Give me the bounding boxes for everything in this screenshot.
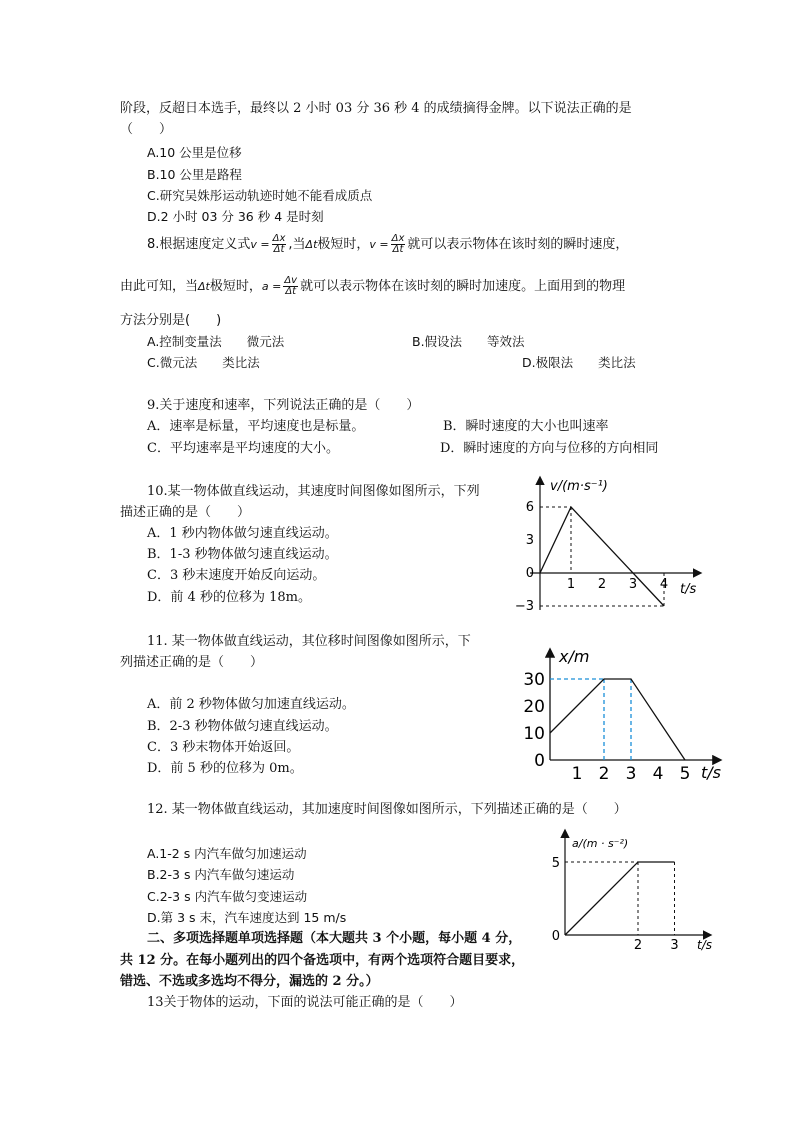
q10-option-a: A．1 秒内物体做匀速直线运动。 [147,526,338,541]
q9-option-b: B．瞬时速度的大小也叫速率 [443,419,609,434]
q12-option-b: B.2-3 s 内汽车做匀速运动 [147,867,295,882]
q8-dt-inline: Δt [305,238,318,251]
q8-text-3: 极短时， [317,237,370,252]
q12-acceleration-line [565,862,675,935]
q8-line-2 [120,270,625,304]
q8-fraction-a [283,276,298,297]
intro-option-b: B.10 公里是路程 [147,167,242,182]
q11-position-chart [515,640,730,790]
q10-option-d: D．前 4 秒的位移为 18m。 [147,590,311,605]
q8-a-label: a = [261,280,282,293]
q10-option-c: C．3 秒末速度开始反向运动。 [147,568,326,583]
q10-ytick: 6 [525,500,534,515]
q8-dv: Δv [284,275,298,286]
q11-option-a: A．前 2 秒物体做匀加速直线运动。 [147,697,355,712]
q11-option-c: C．3 秒末物体开始返回。 [147,740,300,755]
q11-xtick: 3 [625,764,637,784]
q11-ytick: 0 [534,751,545,771]
q11-x-label: t/s [701,763,721,782]
intro-option-d: D.2 小时 03 分 36 秒 4 是时刻 [147,209,324,224]
q10-xtick: 3 [628,577,638,592]
q12-ytick: 0 [551,929,560,944]
q10-xtick: 1 [566,577,576,592]
intro-option-c: C.研究吴姝彤运动轨迹时她不能看成质点 [147,188,373,203]
q8-option-c: C.微元法 类比法 [147,355,260,370]
q12-xtick: 3 [670,938,679,953]
q10-velocity-chart [510,470,710,620]
q8-l2-c: 极短时， [209,279,262,294]
q11-ytick: 30 [523,670,545,690]
q10-xtick: 2 [597,577,607,592]
q8-line-1 [147,228,628,262]
q12-option-a: A.1-2 s 内汽车做匀加速运动 [147,846,307,861]
intro-option-a: A.10 公里是位移 [147,145,242,160]
section2-line-3: 错选、不选或多选均不得分，漏选的 2 分。） [120,974,379,989]
q10-stem-1: 10.某一物体做直线运动，其速度时间图像如图所示，下列 [147,484,480,499]
q11-xtick: 5 [679,764,691,784]
q10-x-label: t/s [680,582,697,597]
q11-stem-1: 11. 某一物体做直线运动，其位移时间图像如图所示，下 [147,634,471,649]
q8-v-label: v = [250,238,270,251]
q11-ytick: 10 [523,724,545,744]
q8-text-1: 8.根据速度定义式 [147,237,251,252]
q8-dx-2: Δx [391,233,405,244]
q12-y-label: a/(m · s⁻²) [572,837,629,850]
q8-l2-d: 就可以表示物体在该时刻的瞬时加速度。上面用到的物理 [300,279,626,294]
q8-dt: Δt [273,244,285,255]
q10-ytick: 0 [525,566,534,581]
q8-dt-2: Δt [392,244,404,255]
q11-y-label: x/m [559,647,590,666]
q10-option-b: B．1-3 秒物体做匀速直线运动。 [147,547,338,562]
q10-y-label: v/(m·s⁻¹) [550,479,608,494]
q13-stem: 13关于物体的运动，下面的说法可能正确的是（ ） [147,995,463,1010]
q10-stem-2: 描述正确的是（ ） [120,505,251,520]
q9-option-c: C．平均速率是平均速度的大小。 [147,441,339,456]
q11-option-d: D．前 5 秒的位移为 0m。 [147,761,303,776]
q8-option-d: D.极限法 类比法 [522,355,636,370]
q11-xtick: 2 [598,764,610,784]
q8-fraction-v [272,234,287,255]
q10-ytick: −3 [514,599,534,614]
intro-line-1: 阶段，反超日本选手，最终以 2 小时 03 分 36 秒 4 的成绩摘得金牌。以下说法正确的是 [120,101,632,116]
q8-text-4: 就可以表示物体在该时刻的瞬时速度， [407,237,629,252]
intro-line-2: （ ） [120,122,173,137]
q12-acceleration-chart [540,825,720,955]
q8-fraction-v-2 [391,234,406,255]
q9-option-a: A．速率是标量，平均速度也是标量。 [147,419,365,434]
q8-l2-dt: Δt [198,280,210,293]
q8-option-a: A.控制变量法 微元法 [147,334,285,349]
section2-line-2: 共 12 分。在每小题列出的四个备选项中，有两个选项符合题目要求， [120,953,525,968]
q12-x-label: t/s [697,938,712,952]
q8-dt-3: Δt [285,286,297,297]
q8-dx: Δx [272,233,286,244]
q12-ytick: 5 [551,856,560,871]
q9-option-d: D．瞬时速度的方向与位移的方向相同 [440,441,659,456]
q10-xtick: 4 [659,577,669,592]
q10-ytick: 3 [525,533,534,548]
q12-option-c: C.2-3 s 内汽车做匀变速运动 [147,889,308,904]
q8-l2-a: 由此可知，当 [120,279,199,294]
q11-ytick: 20 [523,697,545,717]
q8-line-3: 方法分别是( ) [120,313,222,328]
q8-option-b: B.假设法 等效法 [412,334,525,349]
q11-xtick: 4 [652,764,664,784]
section2-line-1: 二、多项选择题单项选择题（本大题共 3 个小题，每小题 4 分， [147,931,522,946]
q11-option-b: B．2-3 秒物体做匀速直线运动。 [147,719,338,734]
q11-position-line [550,679,685,760]
q11-stem-2: 列描述正确的是（ ） [120,655,264,670]
q12-stem: 12. 某一物体做直线运动，其加速度时间图像如图所示，下列描述正确的是（ ） [147,802,627,817]
q12-option-d: D.第 3 s 末，汽车速度达到 15 m/s [147,910,347,925]
q8-text-2: ,当 [288,237,306,252]
q8-v-label-2: v = [369,238,389,251]
q11-xtick: 1 [571,764,583,784]
q12-xtick: 2 [633,938,643,953]
q9-stem: 9.关于速度和速率，下列说法正确的是（ ） [147,398,420,413]
